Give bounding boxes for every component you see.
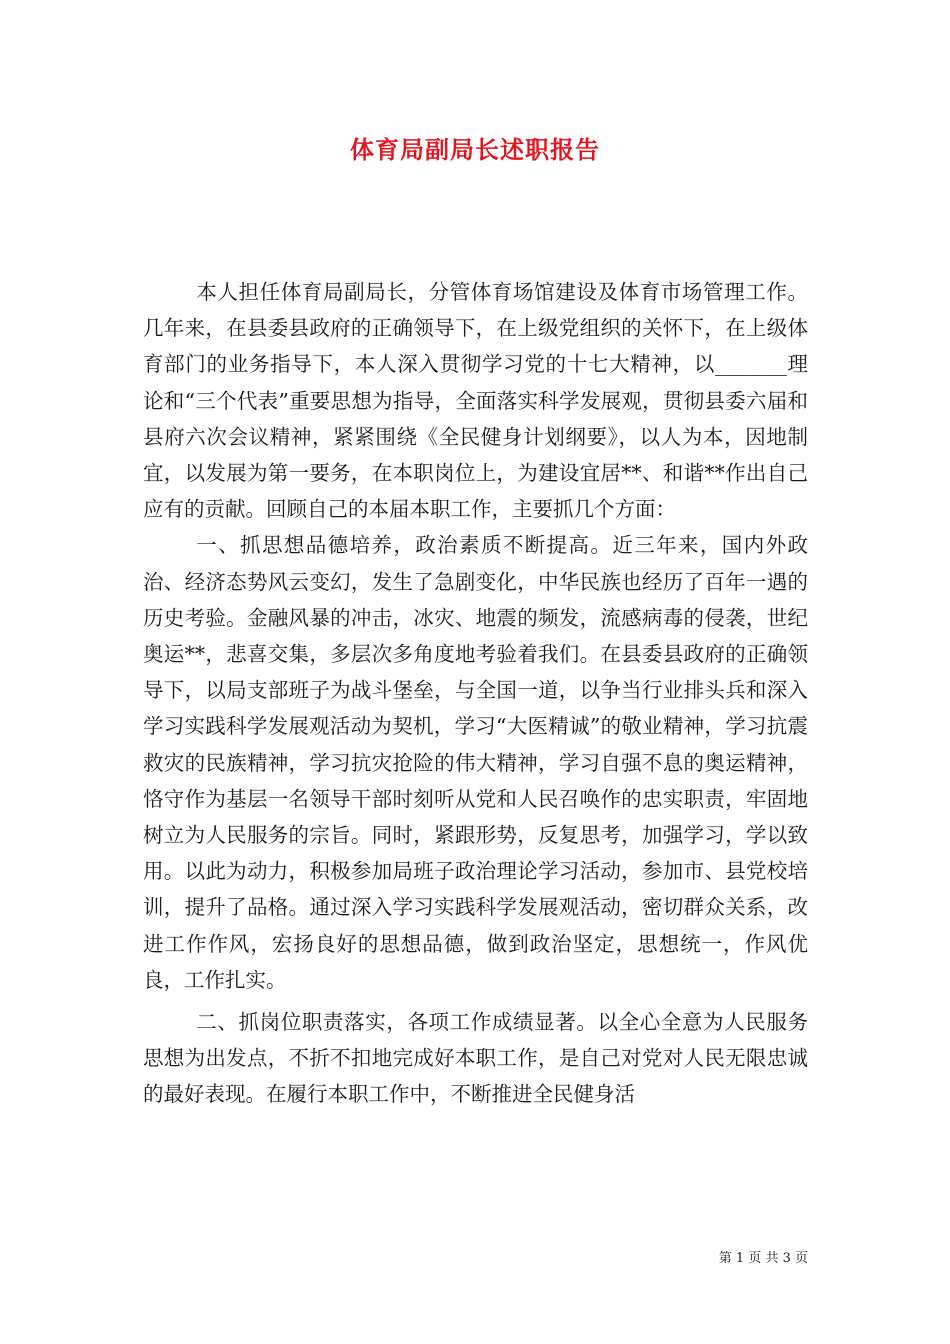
paragraph-intro: 本人担任体育局副局长，分管体育场馆建设及体育市场管理工作。几年来，在县委县政府的正确领导下，在上级党组织的关怀下，在上级体育部门的业务指导下，本人深入贯彻学习党的十七大精神，以_______理论和“三个代表”重要思想为指导，全面落实科学发展观，贯彻县委六届和县府六次会议精神，紧紧围绕《全民健身计划纲要》，以人为本，因地制宜，以发展为第一要务，在本职岗位上，为建设宜居**、和谐**作出自己应有的贡献。回顾自己的本届本职工作，主要抓几个方面： [143,280,808,522]
document-title: 体育局副局长述职报告 [350,135,600,164]
document-body [143,274,808,1113]
page-number-footer: 第 1 页 共 3 页 [718,1251,808,1266]
paragraph-section-two: 二、抓岗位职责落实，各项工作成绩显著。以全心全意为人民服务思想为出发点，不折不扣地完成好本职工作，是自己对党对人民无限忠诚的最好表现。在履行本职工作中，不断推进全民健身活 [143,1010,808,1107]
paragraph-section-one: 一、抓思想品德培养，政治素质不断提高。近三年来，国内外政治、经济态势风云变幻，发生了急剧变化，中华民族也经历了百年一遇的历史考验。金融风暴的冲击，冰灾、地震的频发，流感病毒的侵袭，世纪奥运**，悲喜交集，多层次多角度地考验着我们。在县委县政府的正确领导下，以局支部班子为战斗堡垒，与全国一道，以争当行业排头兵和深入学习实践科学发展观活动为契机，学习“大医精诚”的敬业精神，学习抗震救灾的民族精神，学习抗灾抢险的伟大精神，学习自强不息的奥运精神，恪守作为基层一名领导干部时刻听从党和人民召唤作的忠实职责，牢固地树立为人民服务的宗旨。同时，紧跟形势，反复思考，加强学习，学以致用。以此为动力，积极参加局班子政治理论学习活动，参加市、县党校培训，提升了品格。通过深入学习实践科学发展观活动，密切群众关系，改进工作作风，宏扬良好的思想品德，做到政治坚定，思想统一，作风优良，工作扎实。 [143,533,808,992]
